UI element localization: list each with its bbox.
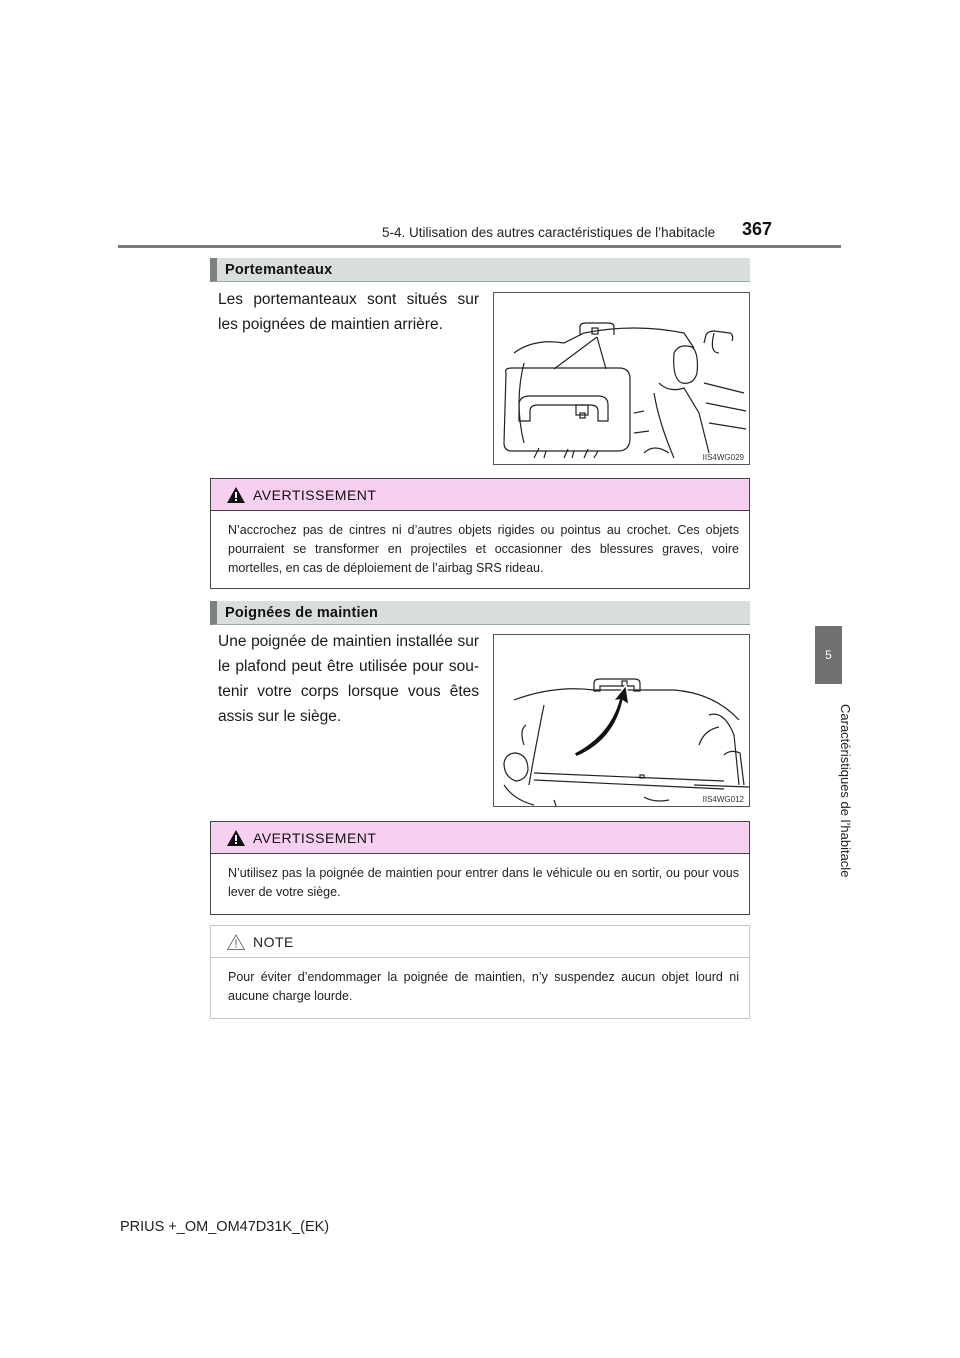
illustration-code: IIS4WG012: [702, 795, 744, 804]
warning-label: AVERTISSEMENT: [253, 829, 377, 846]
coat-hook-illustration: [493, 292, 750, 465]
note-label: NOTE: [253, 933, 294, 950]
assist-grip-drawing: [494, 635, 749, 806]
running-header: 5-4. Utilisation des autres caractéristiques de l’habitacle: [382, 225, 716, 240]
chapter-tab: [815, 626, 842, 684]
section-title: Poignées de maintien: [225, 604, 379, 621]
chapter-label: Caractéristiques de l’habitacle: [838, 704, 853, 878]
note-box: [210, 925, 750, 1019]
warning-box: [210, 478, 750, 589]
caution-outline-icon: [227, 934, 245, 950]
warning-header: [211, 479, 749, 511]
warning-header: [211, 822, 749, 854]
warning-label: AVERTISSEMENT: [253, 486, 377, 503]
chapter-number: 5: [825, 648, 832, 662]
note-header: [211, 926, 749, 958]
section-body-portemanteaux: Les portemanteaux sont situés sur les poignées de maintien arrière.: [218, 291, 479, 333]
warning-box: [210, 821, 750, 915]
warning-text: N’accrochez pas de cintres ni d’autres objets rigides ou pointus au crochet. Ces objets pourraient se transformer en projectiles et occasionner des blessures graves, voire mortelles, en cas de déploiement de l’airbag SRS rideau.: [228, 523, 739, 575]
section-body-poignees: Une poignée de maintien installée sur le plafond peut être utilisée pour sou-tenir votre corps lorsque vous êtes assis sur le siège.: [218, 633, 479, 725]
warning-icon: [227, 487, 245, 503]
document-code: PRIUS +_OM_OM47D31K_(EK): [120, 1219, 330, 1235]
header-divider: [118, 245, 841, 248]
warning-icon: [227, 830, 245, 846]
illustration-code: IIS4WG029: [702, 453, 744, 462]
section-heading-poignees: [210, 601, 750, 625]
page-number: 367: [742, 219, 773, 239]
warning-text: N’utilisez pas la poignée de maintien pour entrer dans le véhicule ou en sortir, ou pour vous lever de votre siège.: [228, 866, 739, 899]
assist-grip-illustration: [493, 634, 750, 807]
section-title: Portemanteaux: [225, 261, 333, 278]
note-text: Pour éviter d’endommager la poignée de maintien, n’y suspendez aucun objet lourd ni aucune charge lourde.: [228, 970, 739, 1003]
coat-hook-drawing: [494, 293, 749, 464]
section-heading-portemanteaux: [210, 258, 750, 282]
